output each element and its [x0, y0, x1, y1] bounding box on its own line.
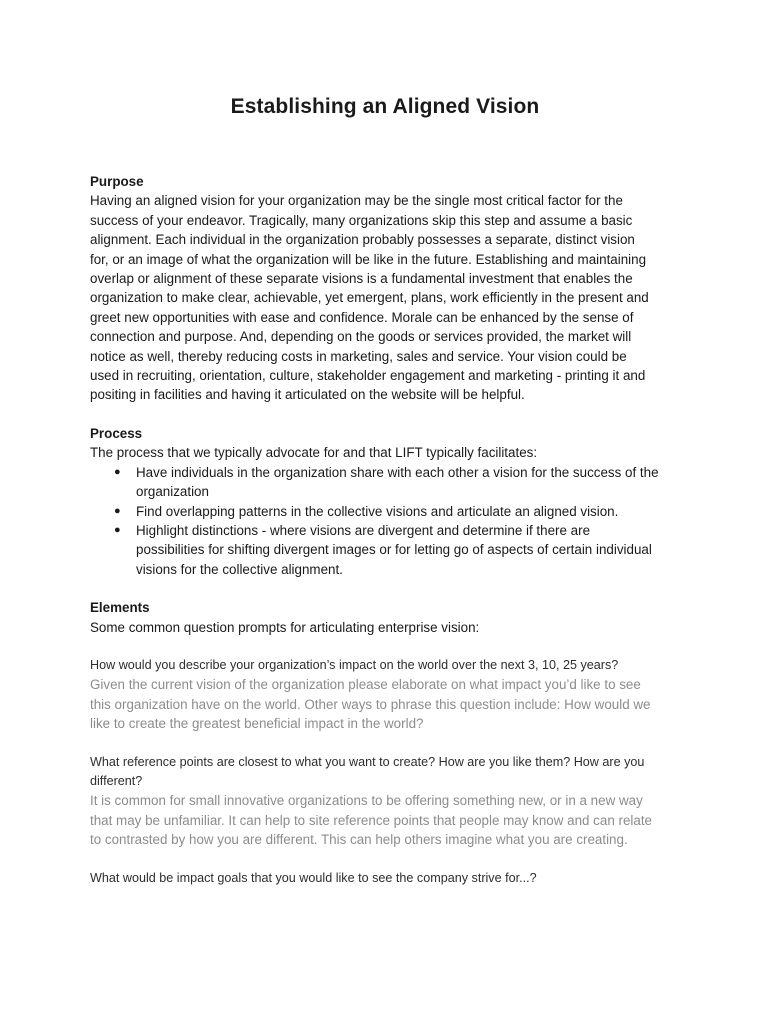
- list-item: [90, 463, 680, 502]
- purpose-line: success of your endeavor. Tragically, many organizations skip this step and assume a basic: [90, 212, 633, 228]
- elements-heading: Elements: [90, 600, 150, 616]
- purpose-section: [90, 172, 680, 405]
- prompt-question: [90, 753, 680, 792]
- purpose-line: Having an aligned vision for your organization may be the single most critical factor for the: [90, 193, 623, 209]
- list-item: [90, 521, 680, 579]
- guidance-line: this organization have on the world. Other ways to phrase this question include: How would we: [90, 696, 651, 712]
- list-item: [90, 502, 680, 521]
- purpose-line: overlap or alignment of these separate visions is a fundamental investment that enables the: [90, 271, 633, 287]
- purpose-line: greet new opportunities with ease and confidence. Morale can be enhanced by the sense of: [90, 309, 634, 325]
- question-line: What would be impact goals that you would like to see the company strive for...?: [90, 870, 537, 885]
- prompt-question: [90, 656, 680, 675]
- prompt-block: [90, 656, 680, 734]
- document-title: Establishing an Aligned Vision: [230, 95, 540, 118]
- elements-intro: Some common question prompts for articulating enterprise vision:: [90, 619, 480, 635]
- guidance-line: Given the current vision of the organization please elaborate on what impact you’d like to see: [90, 677, 641, 693]
- guidance-line: to contrasted by how you are different. This can help others imagine what you are creating.: [90, 832, 628, 848]
- prompt-guidance: [90, 791, 680, 849]
- bullet-icon: ●: [114, 465, 121, 478]
- question-line: What reference points are closest to what you want to create? How are you like them? How are you: [90, 754, 645, 769]
- process-intro: The process that we typically advocate for and that LIFT typically facilitates:: [90, 445, 538, 461]
- bullet-line: possibilities for shifting divergent images or for letting go of aspects of certain individual: [136, 542, 652, 558]
- purpose-heading: Purpose: [90, 174, 144, 189]
- bullet-line: visions for the collective alignment.: [136, 561, 343, 577]
- question-line: different?: [90, 773, 143, 788]
- bullet-icon: ●: [114, 504, 121, 517]
- process-section: [90, 424, 680, 579]
- purpose-line: used in recruiting, orientation, culture, stakeholder engagement and marketing - printing it and: [90, 368, 646, 384]
- purpose-line: for, or an image of what the organization will be like in the future. Establishing and maintaining: [90, 251, 647, 267]
- purpose-line: alignment. Each individual in the organization probably possesses a separate, distinct vision: [90, 232, 635, 248]
- process-bullet-list: [90, 463, 680, 579]
- purpose-paragraph: [90, 191, 680, 404]
- question-line: How would you describe your organization’s impact on the world over the next 3, 10, 25 years?: [90, 657, 619, 672]
- bullet-line: organization: [136, 484, 209, 500]
- prompt-block: [90, 869, 680, 888]
- prompt-question: [90, 869, 680, 888]
- document-page: [90, 92, 680, 907]
- prompt-block: [90, 753, 680, 850]
- purpose-line: notice as well, thereby reducing costs in marketing, sales and service. Your vision could be: [90, 348, 627, 364]
- guidance-line: like to create the greatest beneficial impact in the world?: [90, 716, 424, 732]
- guidance-line: that may be unfamiliar. It can help to site reference points that people may know and can relate: [90, 812, 652, 828]
- bullet-line: Highlight distinctions - where visions are divergent and determine if there are: [136, 522, 591, 538]
- bullet-line: Find overlapping patterns in the collective visions and articulate an aligned vision.: [136, 503, 619, 519]
- purpose-line: connection and purpose. And, depending on the goods or services provided, the market will: [90, 329, 632, 345]
- purpose-line: organization to make clear, achievable, yet emergent, plans, work efficiently in the present and: [90, 290, 649, 306]
- bullet-line: Have individuals in the organization share with each other a vision for the success of the: [136, 464, 659, 480]
- guidance-line: It is common for small innovative organizations to be offering something new, or in a new way: [90, 793, 643, 809]
- prompt-guidance: [90, 675, 680, 733]
- process-heading: Process: [90, 425, 143, 441]
- elements-section: [90, 598, 680, 888]
- purpose-line: positing in facilities and having it articulated on the website will be helpful.: [90, 387, 525, 403]
- bullet-icon: ●: [114, 523, 121, 536]
